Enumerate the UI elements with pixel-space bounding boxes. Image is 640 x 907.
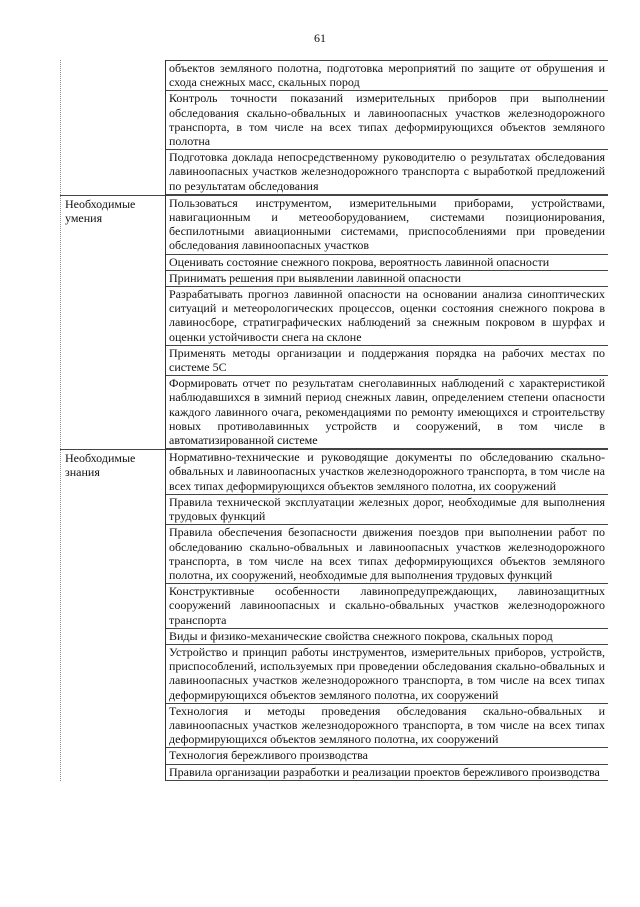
list-item: Правила обеспечения безопасности движения поездов при выполнении работ по обследованию скально-обвальных и лавиноопасных участков железнодорожного транспорта, в том числе на всех типах деформирующихся объектов земляного полотна, их сооружений, необходимые для выполнения трудовых функций: [166, 525, 608, 584]
list-item: Разрабатывать прогноз лавинной опасности на основании анализа синоптических ситуаций и метеорологических процессов, оценки состояния снежного покрова в лавиносборе, стратиграфических наблюдений за снежным покровом в шурфах и оценки устойчивости снега на склоне: [166, 287, 608, 346]
list-item: Нормативно-технические и руководящие документы по обследованию скально-обвальных и лавиноопасных участков железнодорожного транспорта, в том числе на всех типах деформирующихся объектов земляного полотна, их сооружений: [166, 450, 608, 495]
list-item: объектов земляного полотна, подготовка мероприятий по защите от обрушения и схода снежных масс, скальных пород: [166, 60, 608, 91]
list-item: Технология и методы проведения обследования скально-обвальных и лавиноопасных участков железнодорожного транспорта, в том числе на всех типах деформирующихся объектов земляного полотна, их сооружений: [166, 704, 608, 749]
list-item: Технология бережливого производства: [166, 748, 608, 764]
list-item: Пользоваться инструментом, измерительными приборами, устройствами, навигационным и метеооборудованием, системами позиционирования, беспилотными авиационными системами, приспособлениями при проведении обследования лавиноопасных участков: [166, 196, 608, 255]
list-item: Контроль точности показаний измерительных приборов при выполнении обследования скально-обвальных и лавиноопасных участков железнодорожного транспорта, в том числе на всех типах деформирующихся объектов земляного полотна: [166, 91, 608, 150]
table-row-continuation: [61, 60, 609, 195]
list-item: Принимать решения при выявлении лавинной опасности: [166, 271, 608, 287]
list-item: Применять методы организации и поддержания порядка на рабочих местах по системе 5С: [166, 346, 608, 376]
list-item: Оценивать состояние снежного покрова, вероятность лавинной опасности: [166, 255, 608, 271]
row-content: [166, 450, 609, 781]
row-label-skills: Необходимые умения: [61, 195, 166, 449]
page-number: 61: [314, 31, 326, 45]
competency-table: [60, 60, 608, 781]
row-content: [166, 195, 609, 449]
list-item: Подготовка доклада непосредственному руководителю о результатах обследования лавиноопасных участков железнодорожного транспорта с выработкой предложений по результатам обследования: [166, 150, 608, 195]
row-content: [166, 60, 609, 195]
list-item: Виды и физико-механические свойства снежного покрова, скальных пород: [166, 629, 608, 645]
table-row-knowledge: [61, 450, 609, 781]
list-item: Устройство и принцип работы инструментов, измерительных приборов, устройств, приспособлений, используемых при проведении обследования скально-обвальных и лавиноопасных участков железнодорожного транспорта, в том числе на всех типах деформирующихся объектов земляного полотна, их сооружений: [166, 645, 608, 704]
list-item: Формировать отчет по результатам снеголавинных наблюдений с характеристикой наблюдавшихся в зимний период снежных лавин, определением степени опасности каждого лавинного очага, рекомендациями по ремонту имеющихся и строительству новых противолавинных устройств и сооружений, в том числе в автоматизированной системе: [166, 376, 608, 449]
table-row-skills: [61, 195, 609, 449]
list-item: Правила организации разработки и реализации проектов бережливого производства: [166, 765, 608, 781]
list-item: Правила технической эксплуатации железных дорог, необходимые для выполнения трудовых функций: [166, 495, 608, 525]
list-item: Конструктивные особенности лавинопредупреждающих, лавинозащитных сооружений лавиноопасных и скально-обвальных участков железнодорожного транспорта: [166, 584, 608, 629]
row-label-knowledge: Необходимые знания: [61, 450, 166, 781]
row-label: [61, 60, 166, 195]
